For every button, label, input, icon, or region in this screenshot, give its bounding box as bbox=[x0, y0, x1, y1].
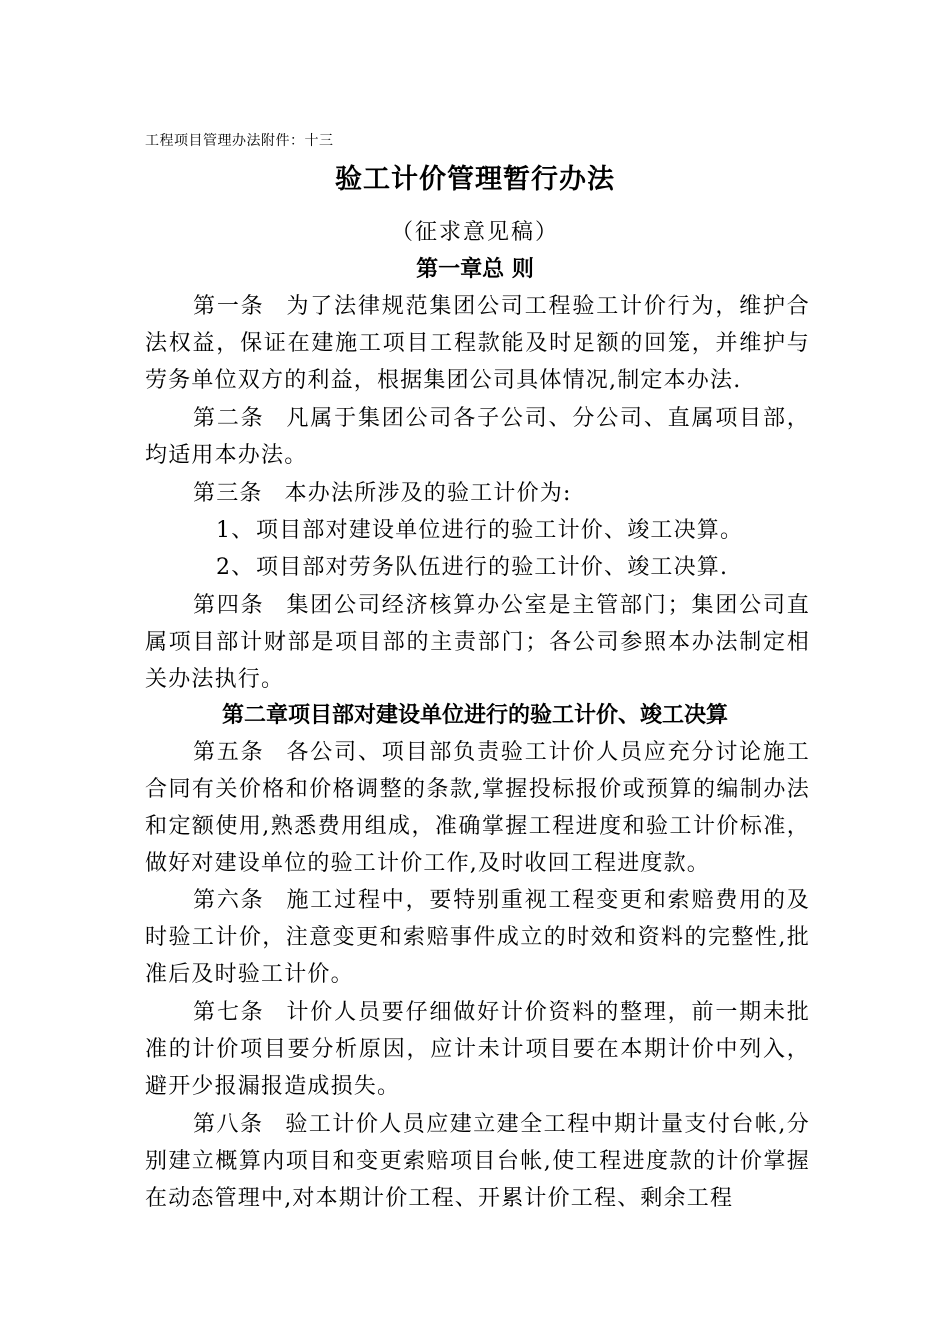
article-label: 第五条 bbox=[193, 740, 265, 765]
article-label: 第六条 bbox=[193, 888, 265, 913]
list-text: 项目部对建设单位进行的验工计价、竣工决算。 bbox=[256, 518, 744, 543]
chapter-1-heading: 第一章总 则 bbox=[416, 257, 534, 282]
article-text: 集团公司经济核算办公室是主管部门；集团公司直属项目部计财部是项目部的主责部门；各公司参照本办法制定相关办法执行。 bbox=[145, 593, 810, 692]
article-text: 验工计价人员应建立建全工程中期计量支付台帐,分别建立概算内项目和变更索赔项目台帐,使工程进度款的计价掌握在动态管理中,对本期计价工程、开累计价工程、剩余工程 bbox=[145, 1112, 810, 1211]
list-item-2 bbox=[216, 549, 816, 586]
list-number: 1、 bbox=[216, 518, 255, 543]
article-8 bbox=[145, 1106, 810, 1217]
list-item-1 bbox=[216, 512, 816, 549]
document-title: 验工计价管理暂行办法 bbox=[335, 164, 615, 195]
article-3 bbox=[145, 475, 810, 512]
article-4 bbox=[145, 587, 810, 698]
article-2 bbox=[145, 400, 810, 474]
list-number: 2、 bbox=[216, 555, 255, 580]
article-label: 第四条 bbox=[193, 593, 265, 618]
article-text: 计价人员要仔细做好计价资料的整理，前一期未批准的计价项目要分析原因，应计未计项目要在本期计价中列入，避开少报漏报造成损失。 bbox=[145, 1000, 810, 1099]
article-6 bbox=[145, 882, 810, 993]
article-5 bbox=[145, 734, 810, 882]
list-text: 项目部对劳务队伍进行的验工计价、竣工决算. bbox=[256, 555, 729, 580]
article-label: 第八条 bbox=[193, 1112, 264, 1137]
article-text: 施工过程中，要特别重视工程变更和索赔费用的及时验工计价，注意变更和索赔事件成立的时效和资料的完整性,批准后及时验工计价。 bbox=[145, 888, 810, 987]
article-label: 第一条 bbox=[193, 294, 265, 319]
document-subtitle: （征求意见稿） bbox=[390, 220, 559, 245]
article-text: 凡属于集团公司各子公司、分公司、直属项目部，均适用本办法。 bbox=[145, 406, 810, 468]
article-1 bbox=[145, 288, 810, 399]
chapter-2-heading: 第二章项目部对建设单位进行的验工计价、竣工决算 bbox=[221, 703, 728, 728]
article-text: 为了法律规范集团公司工程验工计价行为，维护合法权益，保证在建施工项目工程款能及时足额的回笼，并维护与劳务单位双方的利益，根据集团公司具体情况,制定本办法. bbox=[145, 294, 810, 393]
article-text: 本办法所涉及的验工计价为: bbox=[284, 481, 572, 506]
header-note: 工程项目管理办法附件：十三 bbox=[145, 133, 334, 149]
article-label: 第二条 bbox=[193, 406, 265, 431]
article-text: 各公司、项目部负责验工计价人员应充分讨论施工合同有关价格和价格调整的条款,掌握投标报价或预算的编制办法和定额使用,熟悉费用组成，准确掌握工程进度和验工计价标准，做好对建设单位的验工计价工作,及时收回工程进度款。 bbox=[145, 740, 810, 876]
article-label: 第七条 bbox=[193, 1000, 265, 1025]
article-label: 第三条 bbox=[193, 481, 263, 506]
article-7 bbox=[145, 994, 810, 1105]
